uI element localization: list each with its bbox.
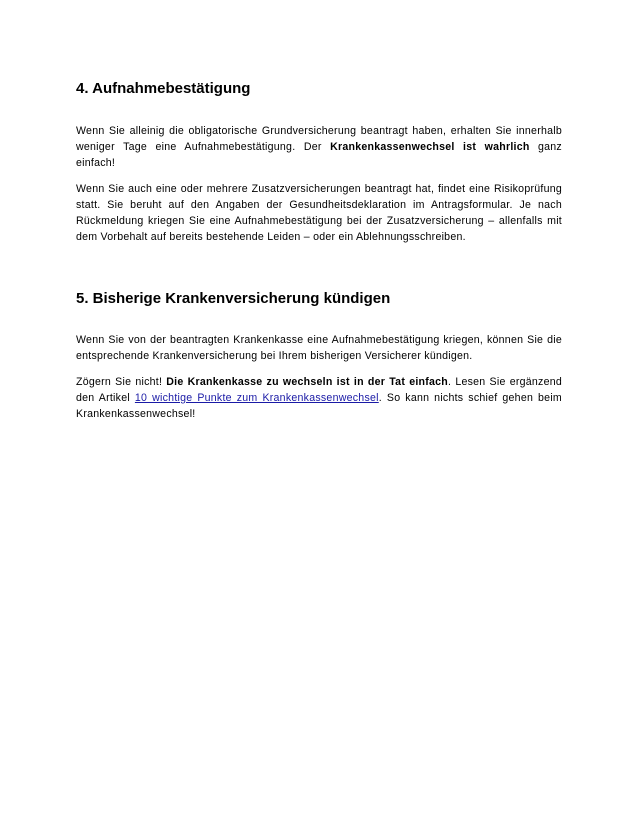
section-heading-5: 5. Bisherige Krankenversicherung kündigen bbox=[76, 290, 391, 307]
paragraph-cancel-insurance: Wenn Sie von der beantragten Krankenkasse eine Aufnahmebestätigung kriegen, können Sie die entsprechende Krankenversicherung bei Ihrem bisherigen Versicherer kündigen. bbox=[76, 334, 562, 362]
section-heading-4: 4. Aufnahmebestätigung bbox=[76, 80, 251, 97]
paragraph-text: Zögern Sie nicht! bbox=[76, 376, 167, 388]
paragraph-encouragement bbox=[76, 374, 562, 422]
paragraph-text: Wenn Sie alleinig die obligatorische Grundversicherung beantragt haben, erhalten Sie innerhalb weniger Tage eine Aufnahmebestätigung. Der bbox=[76, 125, 562, 153]
paragraph-text: . So kann nichts schief gehen beim Krankenkassenwechsel! bbox=[76, 392, 562, 420]
article-link[interactable]: 10 wichtige Punkte zum Krankenkassenwechsel bbox=[134, 392, 379, 404]
paragraph-text: . Lesen Sie ergänzend den Artikel bbox=[76, 376, 563, 404]
paragraph-text: ganz einfach! bbox=[76, 141, 562, 169]
bold-phrase: Krankenkassenwechsel ist wahrlich bbox=[330, 141, 530, 153]
paragraph-supplementary-insurance: Wenn Sie auch eine oder mehrere Zusatzversicherungen beantragt hat, findet eine Risikoprüfung statt. Sie beruht auf den Angaben der Gesundheitsdeklaration im Antragsformular. Je nach Rückmeldung kriegen Sie eine Aufnahmebestätigung bei der Zusatzversicherung – allenfalls mit dem Vorbehalt auf bereits bestehende Leiden – oder ein Ablehnungsschreiben. bbox=[76, 183, 562, 243]
paragraph-confirmation bbox=[76, 123, 562, 171]
bold-phrase: Die Krankenkasse zu wechseln ist in der Tat einfach bbox=[166, 376, 449, 388]
